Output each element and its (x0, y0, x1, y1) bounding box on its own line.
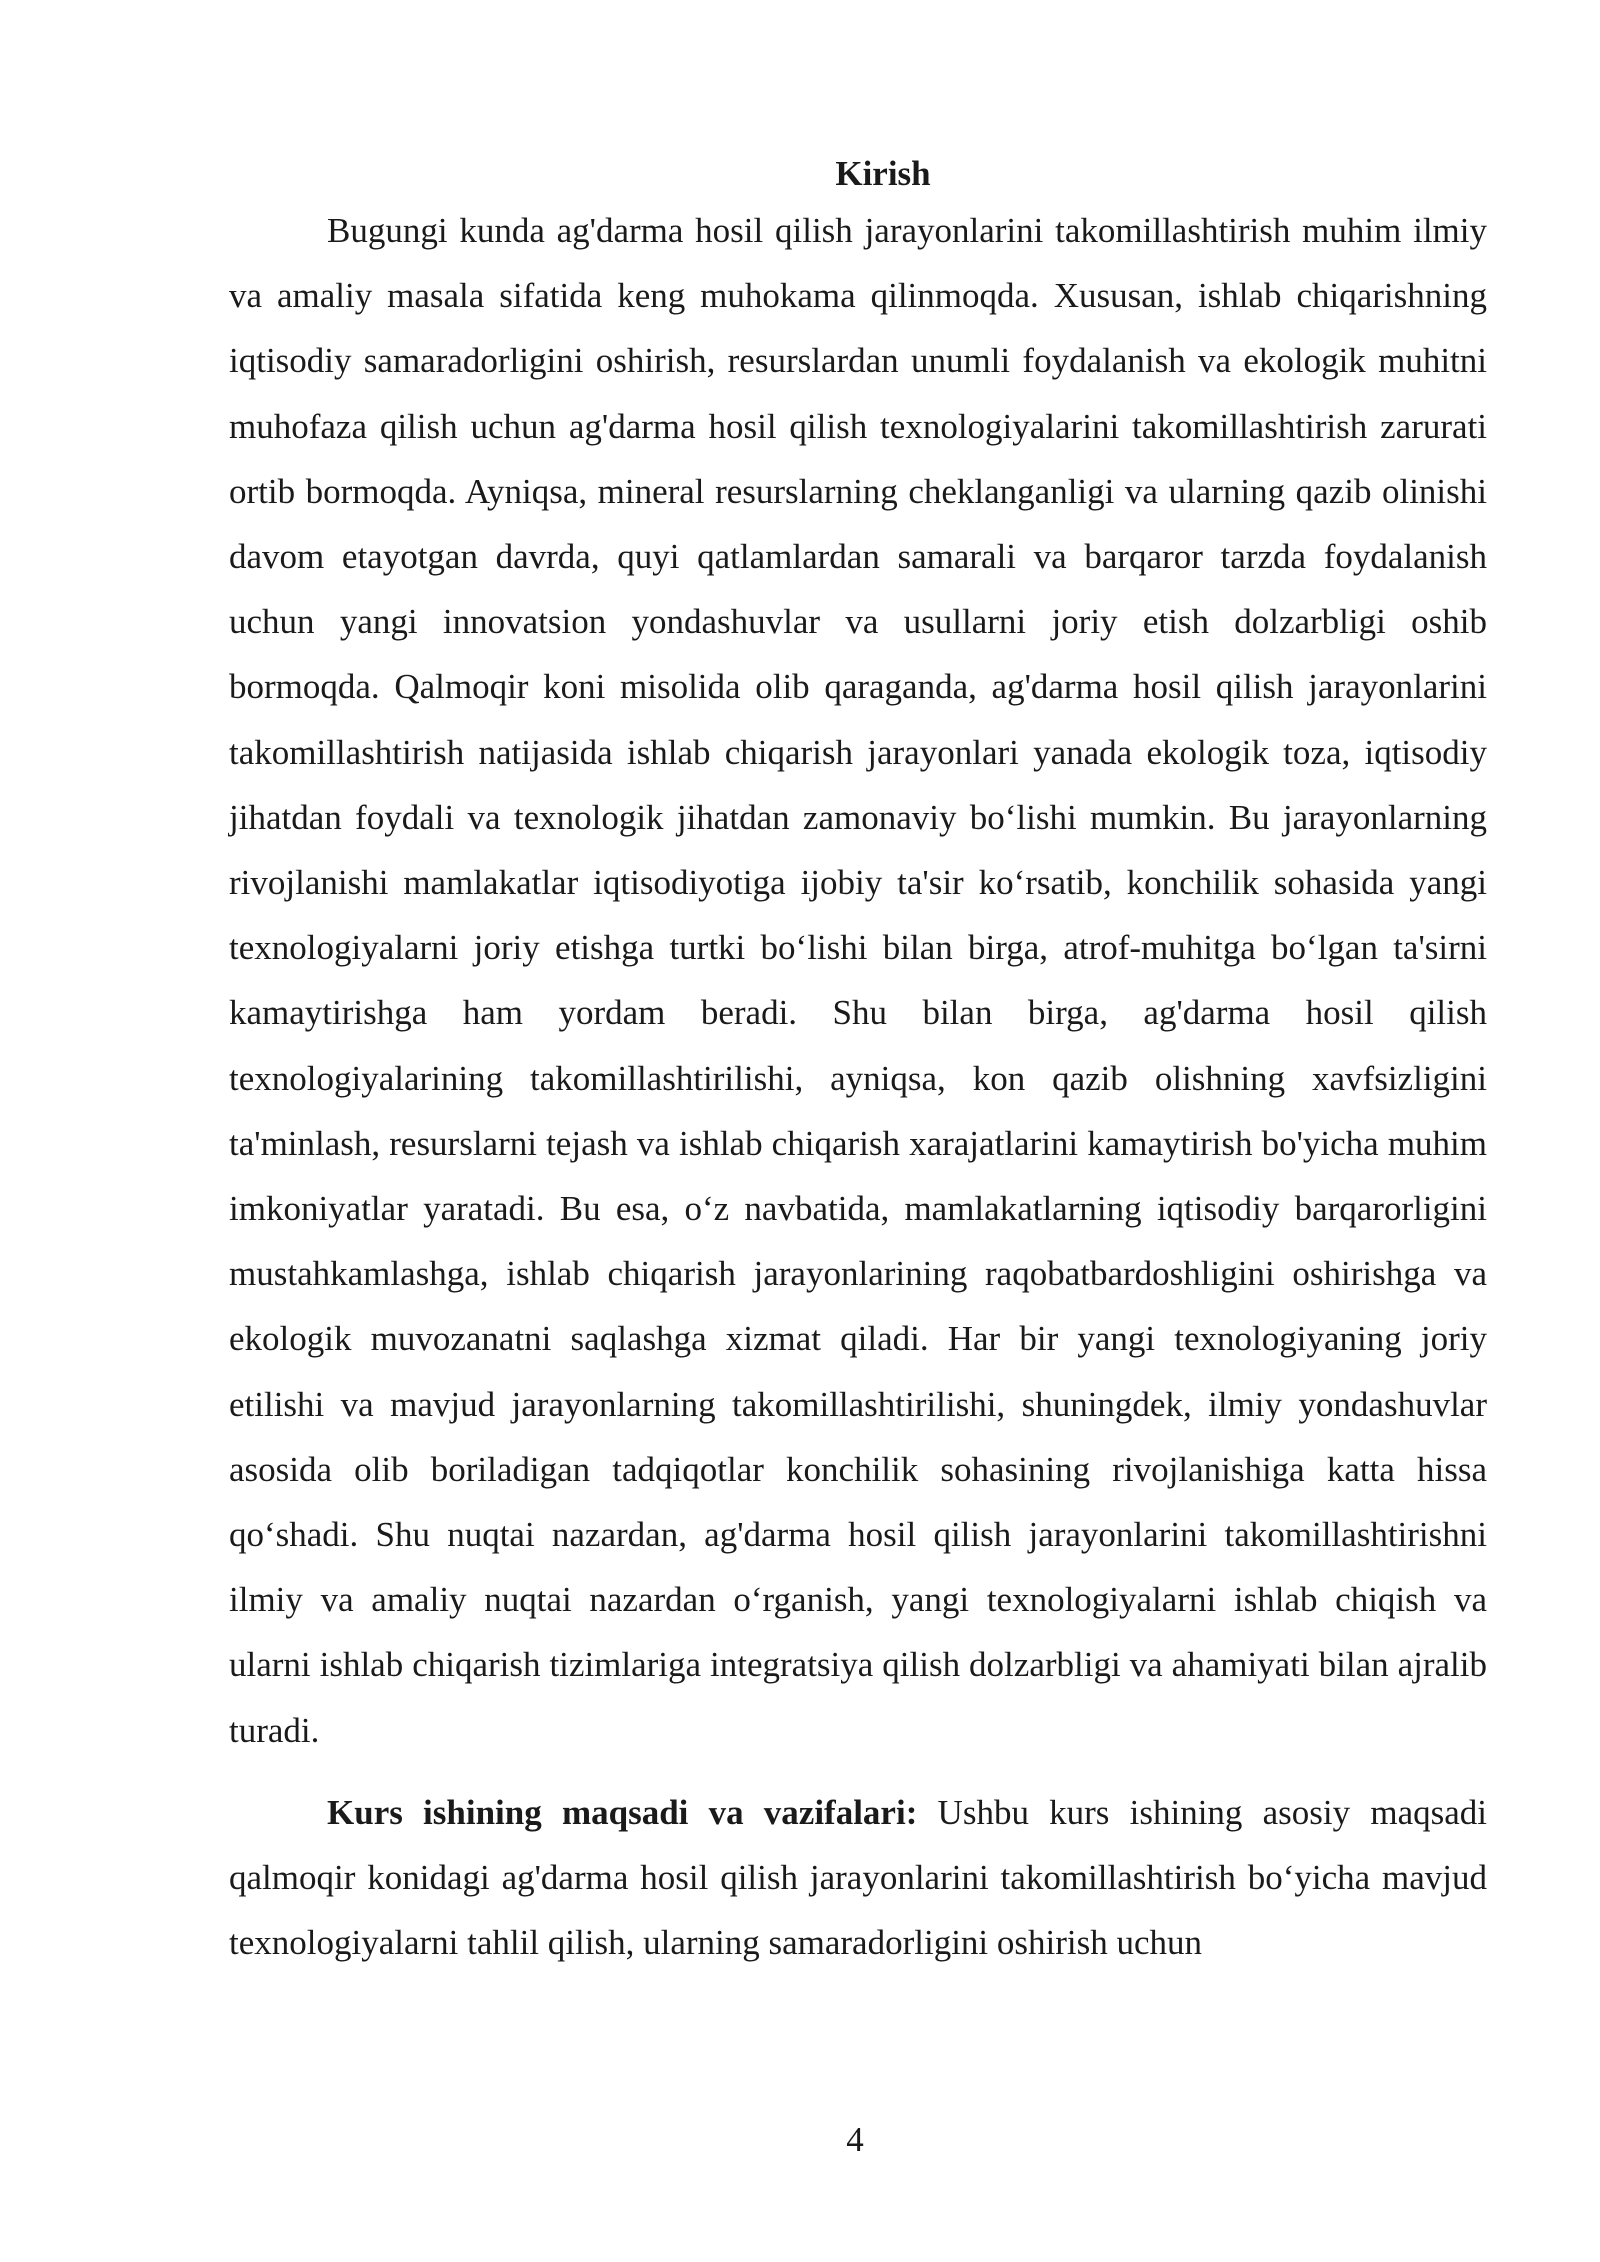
section-heading: Kirish (835, 154, 931, 193)
introduction-paragraph: Bugungi kunda ag'darma hosil qilish jarayonlarini takomillashtirish muhim ilmiy va amaliy masala sifatida keng muhokama qilinmoqda. Xususan, ishlab chiqarishning iqtisodiy samaradorligini oshirish, resurslardan unumli foydalanish va ekologik muhitni muhofaza qilish uchun ag'darma hosil qilish texnologiyalarini takomillashtirish zarurati ortib bormoqda. Ayniqsa, mineral resurslarning cheklanganligi va ularning qazib olinishi davom etayotgan davrda, quyi qatlamlardan samarali va barqaror tarzda foydalanish uchun yangi innovatsion yondashuvlar va usullarni joriy etish dolzarbligi oshib bormoqda. Qalmoqir koni misolida olib qaraganda, ag'darma hosil qilish jarayonlarini takomillashtirish natijasida ishlab chiqarish jarayonlari yanada ekologik toza, iqtisodiy jihatdan foydali va texnologik jihatdan zamonaviy bo‘lishi mumkin. Bu jarayonlarning rivojlanishi mamlakatlar iqtisodiyotiga ijobiy ta'sir ko‘rsatib, konchilik sohasida yangi texnologiyalarni joriy etishga turtki bo‘lishi bilan birga, atrof-muhitga bo‘lgan ta'sirni kamaytirishga ham yordam beradi. Shu bilan birga, ag'darma hosil qilish texnologiyalarining takomillashtirilishi, ayniqsa, kon qazib olishning xavfsizligini ta'minlash, resurslarni tejash va ishlab chiqarish xarajatlarini kamaytirish bo'yicha muhim imkoniyatlar yaratadi. Bu esa, o‘z navbatida, mamlakatlarning iqtisodiy barqarorligini mustahkamlashga, ishlab chiqarish jarayonlarining raqobatbardoshligini oshirishga va ekologik muvozanatni saqlashga xizmat qiladi. Har bir yangi texnologiyaning joriy etilishi va mavjud jarayonlarning takomillashtirilishi, shuningdek, ilmiy yondashuvlar asosida olib boriladigan tadqiqotlar konchilik sohasining rivojlanishiga katta hissa qo‘shadi. Shu nuqtai nazardan, ag'darma hosil qilish jarayonlarini takomillashtirishni ilmiy va amaliy nuqtai nazardan o‘rganish, yangi texnologiyalarni ishlab chiqish va ularni ishlab chiqarish tizimlariga integratsiya qilish dolzarbligi va ahamiyati bilan ajralib turadi. (229, 211, 1487, 1750)
goals-body-text: Ushbu kurs ishining asosiy maqsadi qalmoqir konidagi ag'darma hosil qilish jarayonlarini takomillashtirish bo‘yicha mavjud texnologiyalarni tahlil qilish, ularning samaradorligini oshirish uchun (229, 1792, 1487, 1963)
goals-paragraph (229, 1780, 1487, 1976)
goals-lead-text: Kurs ishining maqsadi va vazifalari: (327, 1792, 918, 1832)
page-number: 4 (846, 2120, 864, 2159)
document-body (229, 150, 1487, 1975)
